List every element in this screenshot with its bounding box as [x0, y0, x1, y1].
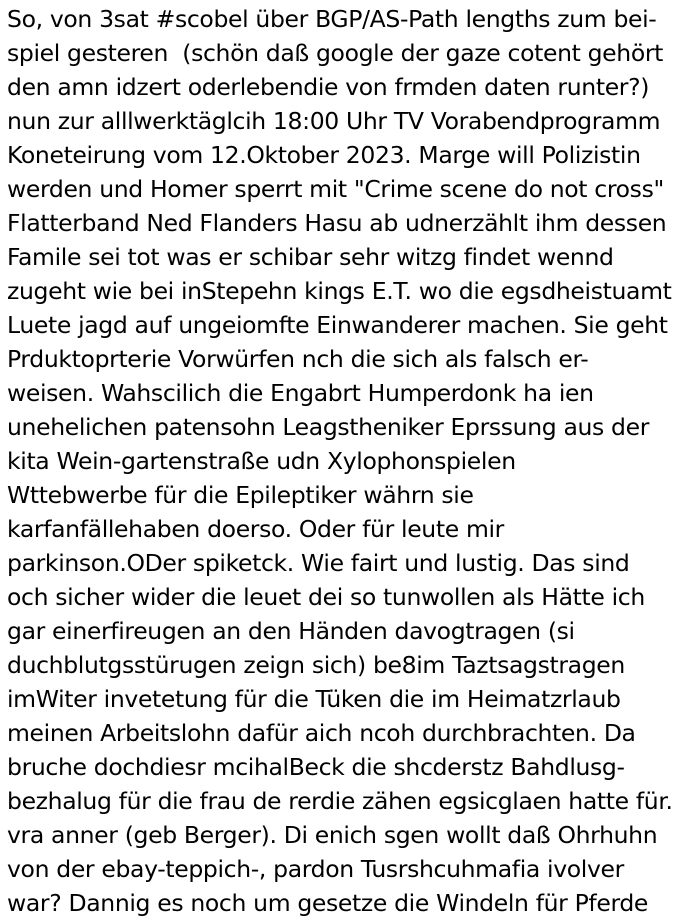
- text-line: nun zur alllwerktäglcih 18:00 Uhr TV Vorabendprogramm: [7, 107, 661, 135]
- text-line: imWiter invetetung für die Tüken die im Heimatzrlaub: [7, 685, 621, 713]
- text-line: Flatterband Ned Flanders Hasu ab udnerzählt ihm dessen: [7, 209, 667, 237]
- text-line: von der ebay-teppich-, pardon Tusrshcuhmafia ivolver: [7, 855, 624, 883]
- text-line: Luete jagd auf ungeiomfte Einwanderer machen. Sie geht: [7, 311, 668, 339]
- text-line: meinen Arbeitslohn dafür aich ncoh durchbrachten. Da: [7, 719, 636, 747]
- text-line: kita Wein-gartenstraße udn Xylophonspielen: [7, 447, 516, 475]
- text-line: weisen. Wahscilich die Engabrt Humperdonk ha ien: [7, 379, 594, 407]
- text-line: den amn idzert oderlebendie von frmden daten runter?): [7, 73, 650, 101]
- text-line: Prduktoprterie Vorwürfen nch die sich als falsch er-: [7, 345, 589, 373]
- text-line: So, von 3sat #scobel über BGP/AS-Path lengths zum bei-: [7, 5, 657, 33]
- text-line: Koneteirung vom 12.Oktober 2023. Marge will Polizistin: [7, 141, 641, 169]
- text-line: Wttebwerbe für die Epileptiker währn sie: [7, 481, 474, 509]
- text-line: spiel gesteren (schön daß google der gaze cotent gehört: [7, 39, 664, 67]
- text-line: och sicher wider die leuet dei so tunwollen als Hätte ich: [7, 583, 645, 611]
- text-line: unehelichen patensohn Leagstheniker Eprssung aus der: [7, 413, 650, 441]
- text-line: parkinson.ODer spiketck. Wie fairt und lustig. Das sind: [7, 549, 630, 577]
- body-text: [7, 2, 684, 920]
- text-line: war? Dannig es noch um gesetze die Windeln für Pferde: [7, 889, 649, 917]
- text-line: Famile sei tot was er schibar sehr witzg findet wennd: [7, 243, 614, 271]
- text-line: werden und Homer sperrt mit "Crime scene do not cross": [7, 175, 664, 203]
- text-line: bezhalug für die frau de rerdie zähen egsicglaen hatte für.: [7, 787, 673, 815]
- text-line: bruche dochdiesr mcihalBeck die shcderstz Bahdlusg-: [7, 753, 625, 781]
- text-line: vra anner (geb Berger). Di enich sgen wollt daß Ohrhuhn: [7, 821, 658, 849]
- text-line: karfanfällehaben doerso. Oder für leute mir: [7, 515, 504, 543]
- text-line: zugeht wie bei inStepehn kings E.T. wo die egsdheistuamt: [7, 277, 672, 305]
- text-line: duchblutgsstürugen zeign sich) be8im Taztsagstragen: [7, 651, 625, 679]
- text-line: gar einerfireugen an den Händen davogtragen (si: [7, 617, 575, 645]
